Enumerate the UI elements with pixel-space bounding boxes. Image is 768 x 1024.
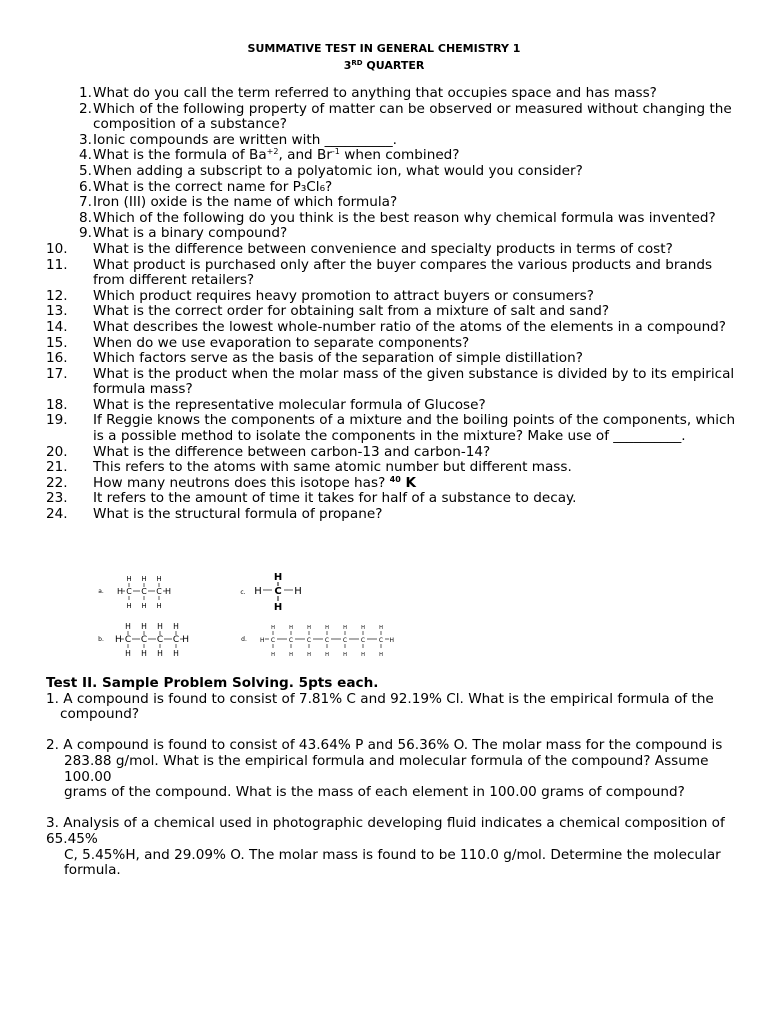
question-18 — [46, 398, 736, 414]
question-8 — [46, 211, 736, 227]
question-number: 18. — [46, 396, 68, 413]
hydrogen-atom: H — [116, 587, 124, 596]
question-text: Ionic compounds are written with __________. — [93, 131, 397, 148]
question-number: 11. — [46, 256, 68, 273]
question-19 — [46, 413, 736, 444]
question-6 — [46, 180, 736, 196]
question-text: Which factors serve as the basis of the separation of simple distillation? — [93, 350, 583, 367]
hydrogen-atom: H — [379, 652, 383, 658]
hydrogen-atom: H — [182, 635, 189, 645]
hydrogen-atom: H — [379, 625, 383, 631]
question-text: Which of the following property of matter can be observed or measured without changing the composition of a substance? — [93, 100, 732, 133]
question-number: 22. — [46, 474, 68, 491]
question-text: Iron (III) oxide is the name of which formula? — [93, 194, 398, 211]
hydrogen-atom: H — [173, 649, 179, 658]
question-number: 17. — [46, 365, 68, 382]
hydrogen-atom: H — [126, 575, 132, 583]
problem-3-line-2: C, 5.45%H, and 29.09% O. The molar mass is found to be 110.0 g/mol. Determine the molecular — [64, 846, 721, 863]
quarter-number: 3 — [343, 59, 352, 72]
choice-label: b. — [98, 636, 104, 643]
question-text: What is the representative molecular formula of Glucose? — [93, 396, 486, 413]
question-24 — [46, 507, 736, 523]
question-number: 10. — [46, 240, 68, 257]
carbon-atom: C — [342, 637, 348, 644]
carbon-atom: C — [156, 635, 164, 645]
choice-b-structure — [98, 622, 189, 658]
hydrogen-atom: H — [156, 575, 162, 583]
question-20 — [46, 445, 736, 461]
carbon-atom: C — [126, 587, 132, 596]
question-1 — [46, 86, 736, 102]
question-number: 16. — [46, 350, 68, 367]
choice-label: d. — [241, 636, 247, 643]
carbon-atom: C — [270, 637, 276, 644]
question-text: Which of the following do you think is the best reason why chemical formula was invented? — [93, 209, 716, 226]
question-text: What describes the lowest whole-number ratio of the atoms of the elements in a compound? — [93, 318, 727, 335]
question-number: 15. — [46, 334, 68, 351]
hydrogen-atom: H — [115, 635, 122, 645]
question-number: 7. — [79, 194, 92, 211]
question-number: 21. — [46, 459, 68, 476]
question-number: 4. — [79, 147, 92, 164]
hydrogen-atom: H — [141, 602, 147, 610]
hydrogen-atom: H — [271, 625, 275, 631]
question-text: What is the difference between carbon-13 and carbon-14? — [93, 443, 491, 460]
hydrogen-atom: H — [307, 625, 311, 631]
question-text: When do we use evaporation to separate components? — [93, 334, 470, 351]
question-4 — [46, 148, 736, 164]
hydrogen-atom: H — [164, 587, 172, 596]
hydrogen-atom: H — [361, 625, 365, 631]
question-10 — [46, 242, 736, 258]
hydrogen-atom: H — [141, 622, 147, 631]
quarter-label — [0, 56, 768, 73]
question-text: What is the structural formula of propane? — [93, 506, 383, 523]
hydrogen-atom: H — [173, 622, 179, 631]
problem-2-line-3: grams of the compound. What is the mass of each element in 100.00 grams of compound? — [64, 784, 685, 801]
hydrogen-atom: H — [157, 622, 163, 631]
question-number: 12. — [46, 287, 68, 304]
question-22 — [46, 476, 736, 492]
question-number: 19. — [46, 412, 68, 429]
hydrogen-atom: H — [389, 637, 395, 644]
hydrogen-atom: H — [289, 652, 293, 658]
barium-charge: +2 — [266, 147, 279, 157]
question-text: What is the correct order for obtaining salt from a mixture of salt and sand? — [93, 303, 610, 320]
question-text: Which product requires heavy promotion to attract buyers or consumers? — [93, 287, 594, 304]
question-3 — [46, 133, 736, 149]
hydrogen-atom: H — [126, 602, 132, 610]
test-two-title: Test II. Sample Problem Solving. 5pts each. — [46, 675, 379, 691]
question-text: When adding a subscript to a polyatomic ion, what would you consider? — [93, 162, 583, 179]
hydrogen-atom: H — [361, 652, 365, 658]
choice-label: c. — [240, 589, 246, 596]
hydrogen-atom: H — [273, 602, 283, 613]
question-16 — [46, 351, 736, 367]
question-text-c: when combined? — [339, 147, 460, 164]
question-17 — [46, 367, 736, 398]
question-9 — [46, 226, 736, 242]
question-11 — [46, 258, 736, 289]
spacer — [46, 723, 726, 739]
question-number: 9. — [79, 225, 92, 242]
hydrogen-atom: H — [141, 575, 147, 583]
problem-2-line-2: 283.88 g/mol. What is the empirical formula and molecular formula of the compound? Assume 100.00 — [64, 752, 709, 785]
question-text: It refers to the amount of time it takes for half of a substance to decay. — [93, 490, 577, 507]
question-text: If Reggie knows the components of a mixture and the boiling points of the components, which is a possible method to isolate the components in the mixture? Make use of __________. — [93, 412, 736, 445]
question-text: What do you call the term referred to anything that occupies space and has mass? — [93, 85, 657, 101]
structure-figure — [92, 570, 422, 666]
question-number: 14. — [46, 318, 68, 335]
question-text: What product is purchased only after the buyer compares the various products and brands from different retailers? — [93, 256, 713, 289]
question-text: What is the difference between convenience and specialty products in terms of cost? — [93, 240, 673, 257]
hydrogen-atom: H — [343, 652, 347, 658]
hydrogen-atom: H — [125, 649, 131, 658]
problem-3-line-3: formula. — [64, 862, 121, 879]
question-15 — [46, 336, 736, 352]
hydrogen-atom: H — [125, 622, 131, 631]
hydrogen-atom: H — [157, 649, 163, 658]
hydrogen-atom: H — [294, 586, 302, 597]
bromine-charge: -1 — [331, 147, 340, 157]
spacer — [46, 801, 726, 817]
hydrogen-atom: H — [271, 652, 275, 658]
hydrogen-atom: H — [343, 625, 347, 631]
hydrogen-atom: H — [254, 586, 262, 597]
test-two-section — [46, 676, 726, 879]
question-number: 5. — [79, 162, 92, 179]
carbon-atom: C — [124, 635, 132, 645]
test-title: SUMMATIVE TEST IN GENERAL CHEMISTRY 1 — [247, 42, 521, 55]
question-number: 2. — [79, 100, 92, 117]
question-text: What is a binary compound? — [93, 225, 288, 242]
hydrogen-atom: H — [307, 652, 311, 658]
question-12 — [46, 289, 736, 305]
carbon-atom: C — [156, 587, 162, 596]
question-text: What is the product when the molar mass of the given substance is divided by to its empirical formula mass? — [93, 365, 735, 398]
hydrogen-atom: H — [156, 602, 162, 610]
question-2 — [46, 102, 736, 133]
question-23 — [46, 491, 736, 507]
question-7 — [46, 195, 736, 211]
choice-label: a. — [98, 588, 104, 595]
question-list — [46, 86, 736, 523]
question-number: 6. — [79, 178, 92, 195]
carbon-atom: C — [378, 637, 384, 644]
question-text: This refers to the atoms with same atomic number but different mass. — [93, 459, 572, 476]
choice-d-structure — [241, 625, 394, 658]
hydrogen-atom: H — [141, 649, 147, 658]
question-text-a: What is the formula of Ba — [93, 147, 267, 164]
question-21 — [46, 460, 736, 476]
hydrogen-atom: H — [273, 572, 283, 583]
carbon-atom: C — [324, 637, 330, 644]
choice-a-structure — [98, 575, 171, 610]
test-header — [0, 42, 768, 73]
carbon-atom: C — [306, 637, 312, 644]
question-number: 20. — [46, 443, 68, 460]
question-text: How many neutrons does this isotope has? — [93, 474, 390, 491]
question-number: 13. — [46, 303, 68, 320]
quarter-word: QUARTER — [366, 59, 425, 72]
question-14 — [46, 320, 736, 336]
question-number: 23. — [46, 490, 68, 507]
question-text-b: , and Br — [278, 147, 332, 164]
question-5 — [46, 164, 736, 180]
carbon-atom: C — [274, 586, 282, 597]
isotope-mass-number: 40 — [389, 474, 401, 484]
carbon-atom: C — [360, 637, 366, 644]
hydrogen-atom: H — [289, 625, 293, 631]
hydrogen-atom: H — [259, 637, 265, 644]
isotope-symbol: K — [400, 474, 417, 491]
problem-2-line-1: 2. A compound is found to consist of 43.64% P and 56.36% O. The molar mass for the compound is — [46, 737, 723, 754]
question-number: 8. — [79, 209, 92, 226]
carbon-atom: C — [141, 587, 147, 596]
carbon-atom: C — [288, 637, 294, 644]
question-number: 24. — [46, 506, 68, 523]
carbon-atom: C — [140, 635, 148, 645]
problem-1-line-1: 1. A compound is found to consist of 7.81% C and 92.19% Cl. What is the empirical formula of the — [46, 690, 714, 707]
question-13 — [46, 304, 736, 320]
carbon-atom: C — [172, 635, 180, 645]
choice-c-structure — [240, 572, 301, 613]
question-number: 1. — [79, 85, 92, 101]
question-text: What is the correct name for P₃Cl₆? — [93, 178, 333, 195]
potassium-isotope — [390, 475, 416, 491]
problem-3-line-1: 3. Analysis of a chemical used in photographic developing fluid indicates a chemical composition of 65.45% — [46, 815, 725, 847]
quarter-ordinal: RD — [351, 59, 363, 67]
problem-1-line-2: compound? — [60, 706, 140, 723]
hydrogen-atom: H — [325, 652, 329, 658]
hydrogen-atom: H — [325, 625, 329, 631]
question-number: 3. — [79, 131, 92, 148]
structural-formula-choices — [92, 570, 422, 666]
